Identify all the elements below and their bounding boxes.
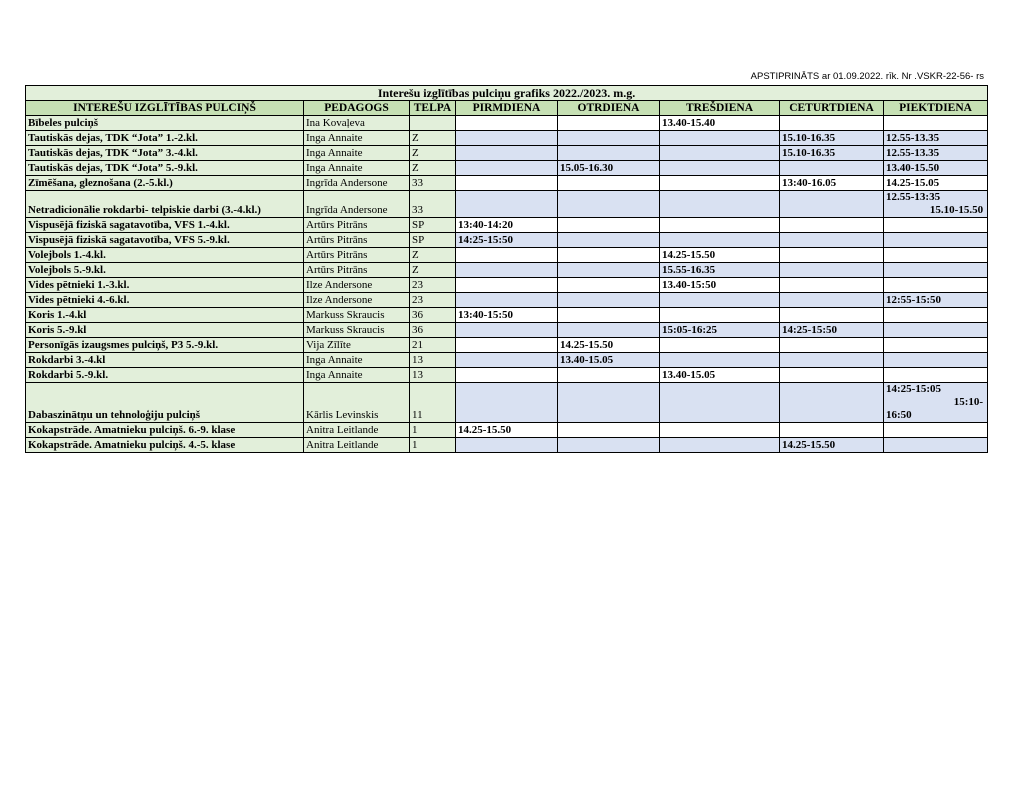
day-time-cell: 13:40-15:50 <box>456 308 558 323</box>
teacher-cell: Artūrs Pitrāns <box>304 248 410 263</box>
day-time-cell <box>780 293 884 308</box>
day-time-cell <box>780 218 884 233</box>
club-name-cell: Koris 5.-9.kl <box>26 323 304 338</box>
teacher-cell: Artūrs Pitrāns <box>304 218 410 233</box>
day-time-cell: 13.40-15.40 <box>660 116 780 131</box>
day-time-cell <box>456 131 558 146</box>
day-time-cell <box>558 368 660 383</box>
day-time-cell: 14:25-15:50 <box>456 233 558 248</box>
friday-time-1: 12.55-13:35 <box>886 191 941 203</box>
day-time-cell: 15.10-16.35 <box>780 131 884 146</box>
day-time-cell <box>660 161 780 176</box>
day-time-cell: 12.55-13.35 <box>884 146 988 161</box>
day-time-cell <box>884 248 988 263</box>
day-time-cell <box>456 161 558 176</box>
room-cell <box>410 116 456 131</box>
room-cell: Z <box>410 146 456 161</box>
day-time-cell <box>558 423 660 438</box>
day-time-cell <box>780 116 884 131</box>
table-row <box>26 176 988 191</box>
schedule-table <box>25 85 988 453</box>
table-row <box>26 233 988 248</box>
day-time-cell <box>780 383 884 423</box>
day-time-cell <box>558 116 660 131</box>
room-cell: SP <box>410 218 456 233</box>
table-row <box>26 353 988 368</box>
day-time-cell <box>660 176 780 191</box>
teacher-cell: Ilze Andersone <box>304 293 410 308</box>
header-thursday: CETURTDIENA <box>780 101 884 116</box>
day-time-cell <box>884 263 988 278</box>
day-time-cell <box>558 383 660 423</box>
teacher-cell: Inga Annaite <box>304 131 410 146</box>
day-time-cell <box>884 308 988 323</box>
table-row <box>26 248 988 263</box>
day-time-cell: 12:55-15:50 <box>884 293 988 308</box>
approval-note: APSTIPRINĀTS ar 01.09.2022. rīk. Nr .VSKR-22-56- rs <box>750 71 984 82</box>
table-row <box>26 218 988 233</box>
day-time-cell <box>660 293 780 308</box>
day-time-cell <box>780 353 884 368</box>
day-time-cell: 14.25-15.50 <box>558 338 660 353</box>
table-row <box>26 263 988 278</box>
day-time-cell <box>558 233 660 248</box>
room-cell: 1 <box>410 438 456 453</box>
friday-time-1: 14:25-15:05 <box>886 383 941 395</box>
teacher-cell: Ingrīda Andersone <box>304 191 410 218</box>
day-time-cell: 15.10-16.35 <box>780 146 884 161</box>
table-row <box>26 131 988 146</box>
room-cell: Z <box>410 248 456 263</box>
day-time-cell <box>884 323 988 338</box>
day-time-cell <box>780 368 884 383</box>
club-name-cell: Volejbols 5.-9.kl. <box>26 263 304 278</box>
day-time-cell <box>456 353 558 368</box>
day-time-cell <box>456 191 558 218</box>
day-time-cell: 14.25-15.50 <box>660 248 780 263</box>
day-time-cell <box>456 383 558 423</box>
day-time-cell <box>884 353 988 368</box>
day-time-cell: 14:25-15:50 <box>780 323 884 338</box>
title-row <box>26 86 988 101</box>
day-time-cell <box>884 438 988 453</box>
club-name-cell: Kokapstrāde. Amatnieku pulciņš. 6.-9. klase <box>26 423 304 438</box>
day-time-cell <box>456 263 558 278</box>
day-time-cell <box>780 423 884 438</box>
day-time-cell <box>780 233 884 248</box>
day-time-cell <box>780 308 884 323</box>
day-time-cell <box>780 248 884 263</box>
day-time-cell <box>558 438 660 453</box>
header-wednesday: TREŠDIENA <box>660 101 780 116</box>
day-time-cell: 15.55-16.35 <box>660 263 780 278</box>
day-time-cell <box>884 233 988 248</box>
club-name-cell: Rokdarbi 5.-9.kl. <box>26 368 304 383</box>
day-time-cell <box>558 308 660 323</box>
day-time-cell <box>660 438 780 453</box>
day-time-cell <box>660 423 780 438</box>
day-time-cell <box>660 308 780 323</box>
day-time-cell <box>456 116 558 131</box>
day-time-cell <box>456 368 558 383</box>
header-teacher: PEDAGOGS <box>304 101 410 116</box>
day-time-cell <box>884 218 988 233</box>
room-cell: SP <box>410 233 456 248</box>
day-time-cell <box>780 338 884 353</box>
room-cell: Z <box>410 161 456 176</box>
teacher-cell: Ilze Andersone <box>304 278 410 293</box>
club-name-cell: Tautiskās dejas, TDK “Jota” 5.-9.kl. <box>26 161 304 176</box>
club-name-cell: Bībeles pulciņš <box>26 116 304 131</box>
table-row <box>26 423 988 438</box>
club-name-cell: Dabaszinātņu un tehnoloģiju pulciņš <box>26 383 304 423</box>
teacher-cell: Inga Annaite <box>304 368 410 383</box>
header-club: INTEREŠU IZGLĪTĪBAS PULCIŅŠ <box>26 101 304 116</box>
friday-cell <box>884 383 988 423</box>
day-time-cell <box>884 278 988 293</box>
teacher-cell: Inga Annaite <box>304 353 410 368</box>
header-row <box>26 101 988 116</box>
table-row <box>26 161 988 176</box>
room-cell: 36 <box>410 323 456 338</box>
teacher-cell: Artūrs Pitrāns <box>304 233 410 248</box>
day-time-cell <box>558 131 660 146</box>
teacher-cell: Ingrīda Andersone <box>304 176 410 191</box>
day-time-cell: 15.05-16.30 <box>558 161 660 176</box>
header-room: TELPA <box>410 101 456 116</box>
table-row <box>26 368 988 383</box>
day-time-cell <box>558 218 660 233</box>
club-name-cell: Vispusējā fiziskā sagatavotība, VFS 5.-9.kl. <box>26 233 304 248</box>
day-time-cell <box>884 368 988 383</box>
day-time-cell: 14.25-15.50 <box>780 438 884 453</box>
day-time-cell <box>456 323 558 338</box>
room-cell: 33 <box>410 176 456 191</box>
day-time-cell <box>558 146 660 161</box>
day-time-cell: 14.25-15.05 <box>884 176 988 191</box>
club-name-cell: Vides pētnieki 1.-3.kl. <box>26 278 304 293</box>
teacher-cell: Kārlis Levinskis <box>304 383 410 423</box>
day-time-cell <box>660 218 780 233</box>
day-time-cell <box>558 323 660 338</box>
room-cell: 21 <box>410 338 456 353</box>
table-row <box>26 438 988 453</box>
day-time-cell <box>558 278 660 293</box>
day-time-cell <box>884 423 988 438</box>
day-time-cell <box>780 278 884 293</box>
day-time-cell <box>558 263 660 278</box>
club-name-cell: Tautiskās dejas, TDK “Jota” 3.-4.kl. <box>26 146 304 161</box>
club-name-cell: Personīgās izaugsmes pulciņš, P3 5.-9.kl. <box>26 338 304 353</box>
teacher-cell: Inga Annaite <box>304 161 410 176</box>
teacher-cell: Inga Annaite <box>304 146 410 161</box>
day-time-cell <box>780 161 884 176</box>
club-name-cell: Vides pētnieki 4.-6.kl. <box>26 293 304 308</box>
room-cell: 13 <box>410 368 456 383</box>
day-time-cell <box>660 383 780 423</box>
day-time-cell: 13.40-15.50 <box>884 161 988 176</box>
day-time-cell <box>660 233 780 248</box>
day-time-cell <box>558 293 660 308</box>
club-name-cell: Zīmēšana, gleznošana (2.-5.kl.) <box>26 176 304 191</box>
teacher-cell: Anitra Leitlande <box>304 438 410 453</box>
room-cell: 1 <box>410 423 456 438</box>
friday-time-2: 15:10- <box>953 396 984 408</box>
table-row <box>26 116 988 131</box>
club-name-cell: Tautiskās dejas, TDK “Jota” 1.-2.kl. <box>26 131 304 146</box>
day-time-cell <box>660 338 780 353</box>
club-name-cell: Volejbols 1.-4.kl. <box>26 248 304 263</box>
day-time-cell <box>558 248 660 263</box>
room-cell: 11 <box>410 383 456 423</box>
table-row <box>26 383 988 423</box>
teacher-cell: Markuss Skraucis <box>304 323 410 338</box>
room-cell: 13 <box>410 353 456 368</box>
day-time-cell <box>660 353 780 368</box>
teacher-cell: Markuss Skraucis <box>304 308 410 323</box>
room-cell: 23 <box>410 293 456 308</box>
club-name-cell: Kokapstrāde. Amatnieku pulciņš. 4.-5. klase <box>26 438 304 453</box>
day-time-cell <box>456 438 558 453</box>
table-row <box>26 278 988 293</box>
table-row <box>26 308 988 323</box>
day-time-cell: 13.40-15.05 <box>660 368 780 383</box>
friday-time-3: 16:50 <box>886 409 912 421</box>
room-cell: Z <box>410 131 456 146</box>
table-row <box>26 146 988 161</box>
table-row <box>26 293 988 308</box>
schedule-rows <box>26 116 988 453</box>
day-time-cell <box>780 191 884 218</box>
day-time-cell: 13.40-15.05 <box>558 353 660 368</box>
day-time-cell <box>456 146 558 161</box>
day-time-cell <box>456 176 558 191</box>
day-time-cell <box>456 338 558 353</box>
teacher-cell: Vija Zīlīte <box>304 338 410 353</box>
table-row <box>26 323 988 338</box>
friday-time-2: 15.10-15.50 <box>929 204 984 216</box>
day-time-cell: 13:40-16.05 <box>780 176 884 191</box>
day-time-cell: 14.25-15.50 <box>456 423 558 438</box>
club-name-cell: Koris 1.-4.kl <box>26 308 304 323</box>
day-time-cell <box>456 248 558 263</box>
header-monday: PIRMDIENA <box>456 101 558 116</box>
room-cell: 36 <box>410 308 456 323</box>
room-cell: Z <box>410 263 456 278</box>
room-cell: 23 <box>410 278 456 293</box>
day-time-cell <box>456 293 558 308</box>
day-time-cell <box>884 338 988 353</box>
day-time-cell: 15:05-16:25 <box>660 323 780 338</box>
friday-cell <box>884 191 988 218</box>
teacher-cell: Ina Kovaļeva <box>304 116 410 131</box>
teacher-cell: Artūrs Pitrāns <box>304 263 410 278</box>
day-time-cell: 13:40-14:20 <box>456 218 558 233</box>
day-time-cell: 13.40-15:50 <box>660 278 780 293</box>
table-title: Interešu izglītības pulciņu grafiks 2022./2023. m.g. <box>26 86 988 101</box>
table-row <box>26 338 988 353</box>
table-row <box>26 191 988 218</box>
day-time-cell <box>456 278 558 293</box>
header-tuesday: OTRDIENA <box>558 101 660 116</box>
day-time-cell <box>660 146 780 161</box>
room-cell: 33 <box>410 191 456 218</box>
club-name-cell: Netradicionālie rokdarbi- telpiskie darbi (3.-4.kl.) <box>26 191 304 218</box>
day-time-cell: 12.55-13.35 <box>884 131 988 146</box>
teacher-cell: Anitra Leitlande <box>304 423 410 438</box>
club-name-cell: Rokdarbi 3.-4.kl <box>26 353 304 368</box>
day-time-cell <box>780 263 884 278</box>
header-friday: PIEKTDIENA <box>884 101 988 116</box>
day-time-cell <box>558 191 660 218</box>
day-time-cell <box>660 131 780 146</box>
day-time-cell <box>558 176 660 191</box>
day-time-cell <box>884 116 988 131</box>
club-name-cell: Vispusējā fiziskā sagatavotība, VFS 1.-4.kl. <box>26 218 304 233</box>
day-time-cell <box>660 191 780 218</box>
